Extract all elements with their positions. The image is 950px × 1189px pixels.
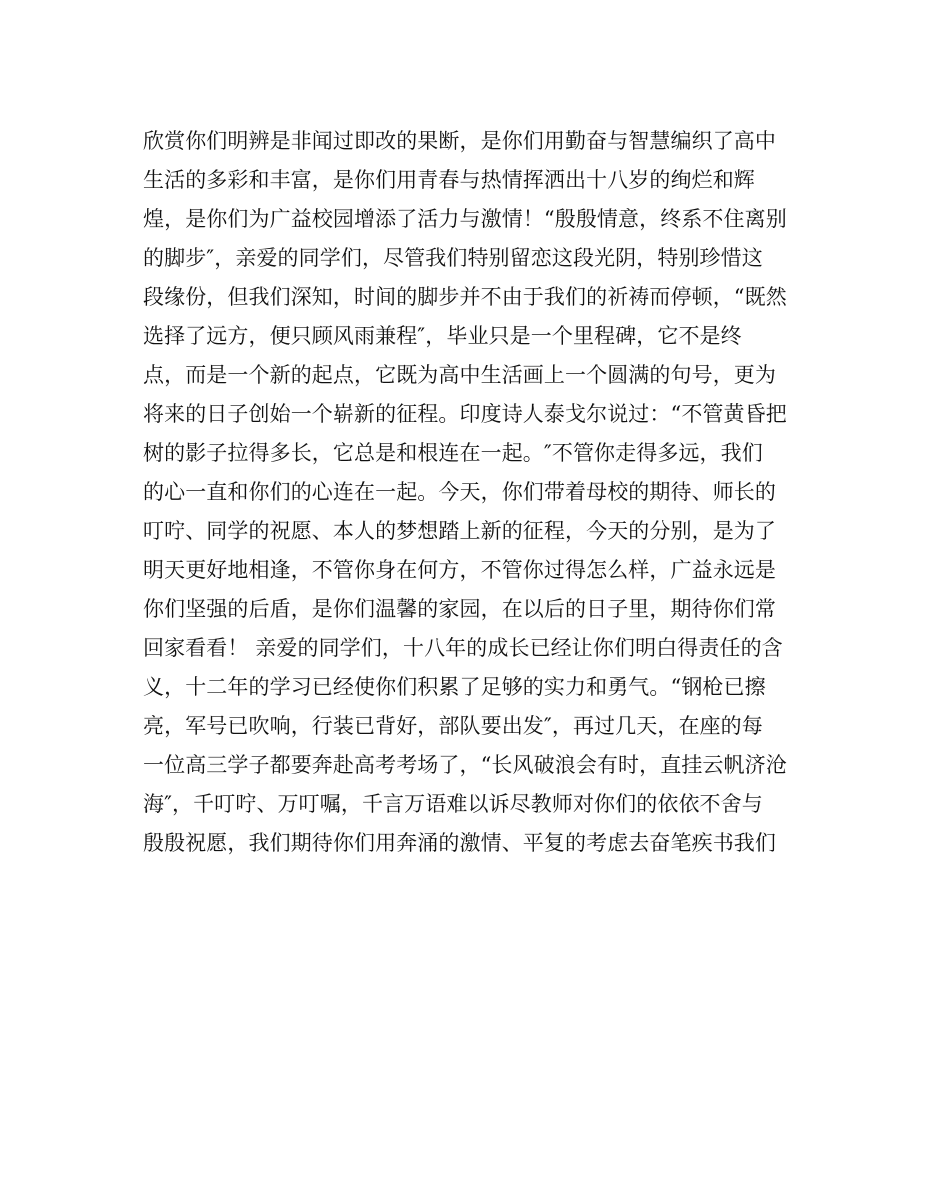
text-line: 回家看看！ 亲爱的同学们，十八年的成长已经让你们明白得责任的含 bbox=[143, 636, 783, 660]
text-line: 点，而是一个新的起点，它既为高中生活画上一个圆满的句号，更为 bbox=[143, 363, 776, 387]
text-line: 一位高三学子都要奔赴高考考场了，“长风破浪会有时，直挂云帆济沧 bbox=[143, 753, 787, 777]
text-line: 树的影子拉得多长，它总是和根连在一起。″不管你走得多远，我们 bbox=[143, 441, 763, 465]
text-line: 段缘份，但我们深知，时间的脚步并不由于我们的祈祷而停顿，“既然 bbox=[143, 285, 787, 309]
text-line: 亮，军号已吹响，行装已背好，部队要出发″，再过几天，在座的每 bbox=[143, 714, 763, 738]
text-line: 叮咛、同学的祝愿、本人的梦想踏上新的征程，今天的分别，是为了 bbox=[143, 519, 776, 543]
body-text bbox=[143, 122, 813, 863]
text-line: 欣赏你们明辨是非闻过即改的果断，是你们用勤奋与智慧编织了高中 bbox=[143, 129, 776, 153]
text-line: 选择了远方，便只顾风雨兼程″，毕业只是一个里程碑，它不是终 bbox=[143, 324, 742, 348]
text-line: 的脚步″，亲爱的同学们，尽管我们特别留恋这段光阴，特别珍惜这 bbox=[143, 246, 763, 270]
text-line: 煌，是你们为广益校园增添了活力与激情！“殷殷情意，终系不住离别 bbox=[143, 207, 787, 231]
text-line: 你们坚强的后盾，是你们温馨的家园，在以后的日子里，期待你们常 bbox=[143, 597, 776, 621]
text-line: 殷殷祝愿，我们期待你们用奔涌的激情、平复的考虑去奋笔疾书我们 bbox=[143, 831, 776, 855]
text-line: 生活的多彩和丰富，是你们用青春与热情挥洒出十八岁的绚烂和辉 bbox=[143, 168, 755, 192]
text-line: 将来的日子创始一个崭新的征程。印度诗人泰戈尔说过：“不管黄昏把 bbox=[143, 402, 787, 426]
text-line: 明天更好地相逢，不管你身在何方，不管你过得怎么样，广益永远是 bbox=[143, 558, 776, 582]
text-line: 义，十二年的学习已经使你们积累了足够的实力和勇气。“钢枪已擦 bbox=[143, 675, 766, 699]
text-line: 海″，千叮咛、万叮嘱，千言万语难以诉尽教师对你们的依依不舍与 bbox=[143, 792, 763, 816]
text-line: 的心一直和你们的心连在一起。今天，你们带着母校的期待、师长的 bbox=[143, 480, 776, 504]
